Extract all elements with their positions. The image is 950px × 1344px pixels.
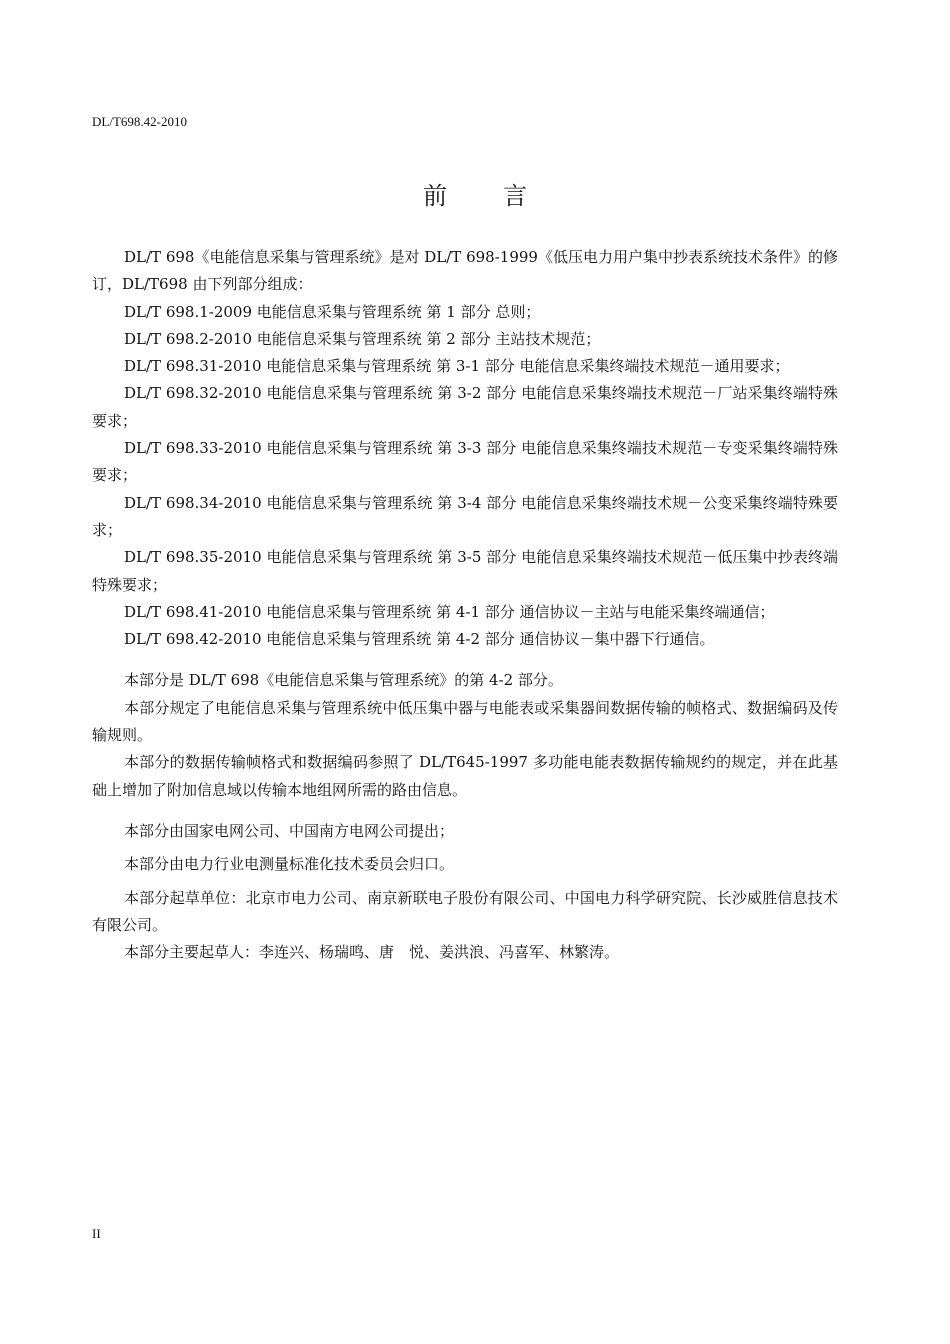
part-item: DL/T 698.35-2010 电能信息采集与管理系统 第 3-5 部分 电能信息采集终端技术规范－低压集中抄表终端特殊要求； — [92, 548, 838, 594]
part-item: DL/T 698.2-2010 电能信息采集与管理系统 第 2 部分 主站技术规范； — [124, 329, 601, 348]
part-item: DL/T 698.1-2009 电能信息采集与管理系统 第 1 部分 总则； — [124, 302, 541, 321]
foreword-body — [92, 244, 838, 966]
intro-paragraph: DL/T 698《电能信息采集与管理系统》是对 DL/T 698-1999《低压电力用户集中抄表系统技术条件》的修订，DL/T698 由下列部分组成： — [92, 248, 838, 294]
document-code: DL/T698.42-2010 — [92, 114, 187, 129]
part-item: DL/T 698.33-2010 电能信息采集与管理系统 第 3-3 部分 电能信息采集终端技术规范－专变采集终端特殊要求； — [92, 439, 838, 485]
scope-paragraph: 本部分的数据传输帧格式和数据编码参照了 DL/T645-1997 多功能电能表数据传输规约的规定，并在此基础上增加了附加信息域以传输本地组网所需的路由信息。 — [92, 753, 838, 799]
centralized-paragraph: 本部分由电力行业电测量标准化技术委员会归口。 — [124, 855, 455, 874]
drafters-paragraph: 本部分主要起草人：李连兴、杨瑞鸣、唐 悦、姜洪浪、冯喜军、林繁涛。 — [124, 943, 620, 962]
proposal-paragraph: 本部分由国家电网公司、中国南方电网公司提出； — [124, 821, 455, 840]
part-item: DL/T 698.32-2010 电能信息采集与管理系统 第 3-2 部分 电能信息采集终端技术规范－厂站采集终端特殊要求； — [92, 384, 838, 430]
page-number: II — [92, 1226, 101, 1241]
drafting-units-paragraph: 本部分起草单位：北京市电力公司、南京新联电子股份有限公司、中国电力科学研究院、长沙威胜信息技术有限公司。 — [92, 888, 838, 934]
part-item: DL/T 698.31-2010 电能信息采集与管理系统 第 3-1 部分 电能信息采集终端技术规范－通用要求； — [124, 357, 790, 376]
part-item: DL/T 698.34-2010 电能信息采集与管理系统 第 3-4 部分 电能信息采集终端技术规－公变采集终端特殊要求； — [92, 493, 838, 539]
part-item: DL/T 698.41-2010 电能信息采集与管理系统 第 4-1 部分 通信协议－主站与电能采集终端通信； — [124, 602, 775, 621]
scope-paragraph: 本部分是 DL/T 698《电能信息采集与管理系统》的第 4-2 部分。 — [124, 671, 563, 690]
title-char-2: 言 — [503, 182, 527, 210]
title-char-1: 前 — [423, 182, 447, 210]
part-item: DL/T 698.42-2010 电能信息采集与管理系统 第 4-2 部分 通信协议－集中器下行通信。 — [124, 630, 715, 649]
page-title — [0, 176, 950, 211]
scope-paragraph: 本部分规定了电能信息采集与管理系统中低压集中器与电能表或采集器间数据传输的帧格式、数据编码及传输规则。 — [92, 698, 838, 745]
